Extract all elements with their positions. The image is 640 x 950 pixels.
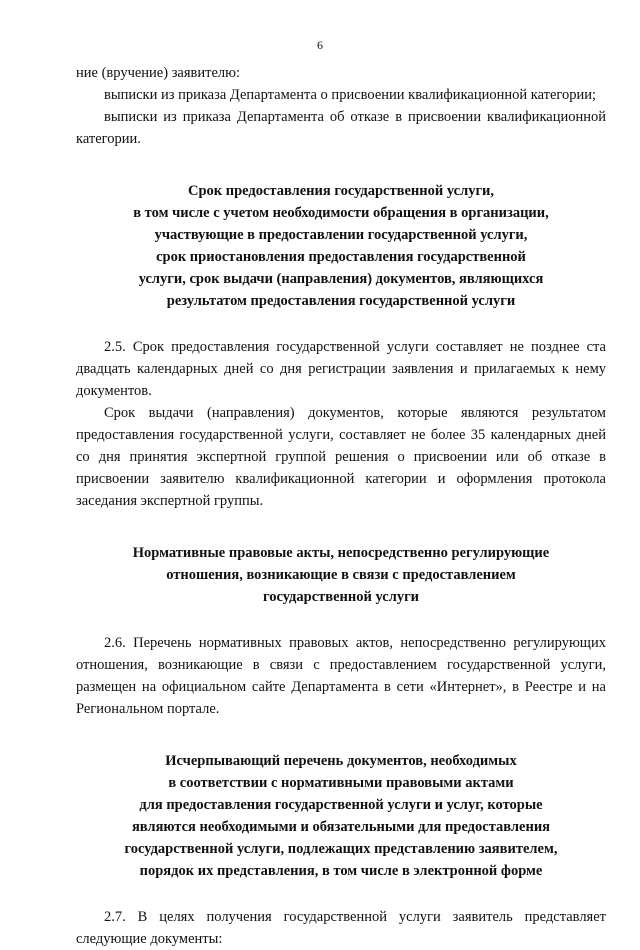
section-heading-term: [76, 180, 606, 312]
heading-line: результатом предоставления государственной услуги: [166, 293, 516, 309]
paragraph-2-5: 2.5. Срок предоставления государственной услуги составляет не позднее ста двадцать календарных дней со дня регистрации заявления и прилагаемых к нему документов.: [76, 339, 606, 399]
heading-line: отношения, возникающие в связи с предоставлением: [166, 567, 516, 583]
document-content: [76, 62, 606, 950]
paragraph-2-6: 2.6. Перечень нормативных правовых актов, непосредственно регулирующих отношения, возникающие в связи с предоставлением государственной услуги, размещен на официальном сайте Департамента в сети «Интернет», в Реестре и на Региональном портале.: [76, 635, 606, 717]
heading-line: в соответствии с нормативными правовыми актами: [168, 775, 514, 791]
heading-line: услуги, срок выдачи (направления) документов, являющихся: [138, 271, 544, 287]
intro-paragraph-3: выписки из приказа Департамента об отказе в присвоении квалификационной категории.: [76, 109, 606, 147]
heading-line: срок приостановления предоставления государственной: [156, 249, 526, 265]
intro-paragraph-1: ние (вручение) заявителю:: [76, 65, 241, 81]
intro-paragraph-2: выписки из приказа Департамента о присвоении квалификационной категории;: [104, 87, 597, 103]
heading-line: участвующие в предоставлении государственной услуги,: [154, 227, 528, 243]
heading-line: Срок предоставления государственной услуги,: [187, 183, 495, 199]
heading-line: порядок их представления, в том числе в электронной форме: [139, 863, 543, 879]
heading-line: для предоставления государственной услуги и услуг, которые: [139, 797, 543, 813]
section-heading-acts: [76, 542, 606, 608]
paragraph-2-5-delivery: Срок выдачи (направления) документов, которые являются результатом предоставления государственной услуги, составляет не более 35 календарных дней со дня принятия экспертной группой решения о присвоении или об отказе в присвоении заявителю квалификационной категории и оформления протокола заседания экспертной группы.: [76, 405, 606, 509]
heading-line: Исчерпывающий перечень документов, необходимых: [165, 753, 517, 769]
heading-line: являются необходимыми и обязательными для предоставления: [131, 819, 551, 835]
section-heading-documents: [76, 750, 606, 882]
paragraph-2-7: 2.7. В целях получения государственной услуги заявитель представляет следующие документы:: [76, 909, 606, 947]
heading-line: Нормативные правовые акты, непосредственно регулирующие: [132, 545, 550, 561]
heading-line: государственной услуги, подлежащих представлению заявителем,: [124, 841, 558, 857]
heading-line: государственной услуги: [262, 589, 420, 605]
heading-line: в том числе с учетом необходимости обращения в организации,: [133, 205, 549, 221]
page-number: 6: [317, 38, 323, 52]
